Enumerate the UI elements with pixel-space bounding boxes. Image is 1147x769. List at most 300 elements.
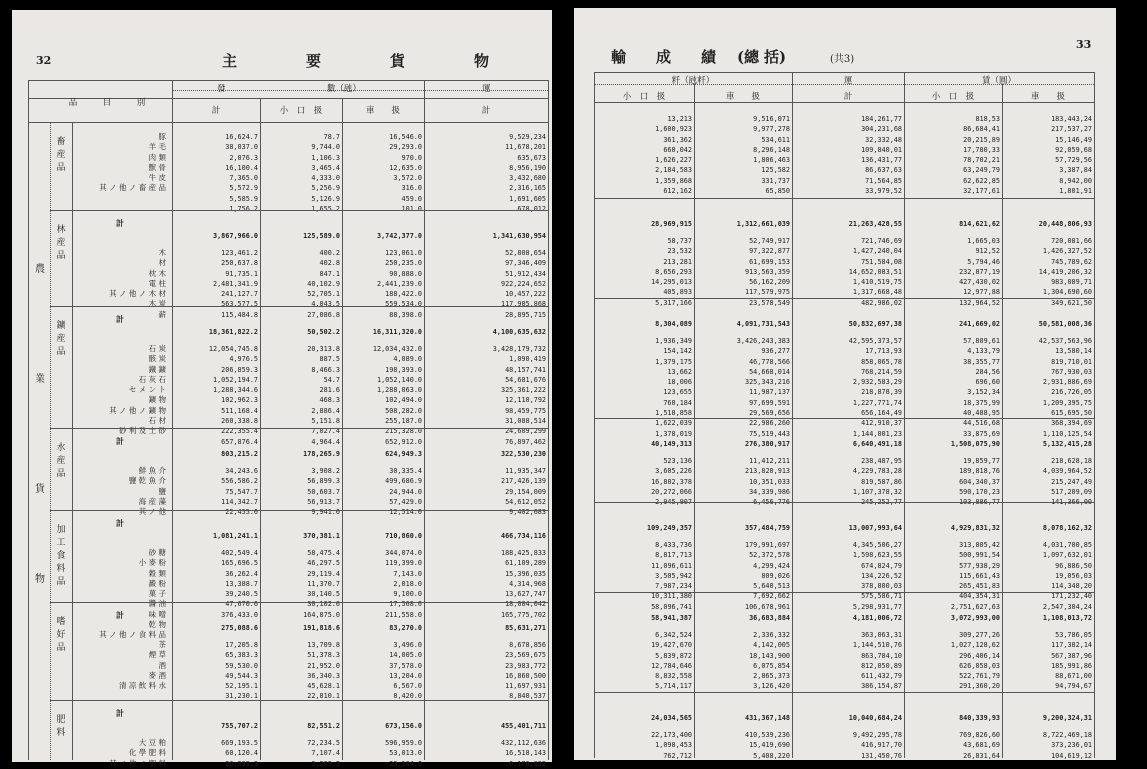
data-cell: 11,678,201 — [505, 143, 546, 152]
data-column — [342, 132, 422, 214]
data-cell: 31,088,514 — [505, 417, 546, 426]
data-cell: 54.7 — [323, 375, 340, 384]
data-cell: 652,912.0 — [385, 437, 422, 446]
data-cell: 58,475.4 — [307, 549, 340, 557]
data-cell: 17,780,33 — [963, 145, 1000, 154]
data-cell: 405,893 — [663, 288, 692, 297]
data-cell: 19,056,03 — [1055, 571, 1092, 580]
data-column — [594, 540, 692, 612]
data-cell: 1,600,923 — [655, 125, 692, 134]
data-cell: 15,146,49 — [1055, 135, 1092, 144]
data-cell: 198,393.0 — [385, 365, 422, 374]
data-cell: 611,432,79 — [861, 672, 902, 681]
data-cell: 211,558.0 — [385, 610, 422, 619]
data-cell: 615,695,50 — [1051, 409, 1092, 418]
item-name: 麥 酒 — [148, 670, 166, 680]
col-header-carload: 車 扱 — [365, 106, 400, 116]
data-cell: 29,569,656 — [749, 409, 790, 418]
data-cell: 3,465.4 — [311, 163, 340, 172]
data-cell: 12,977,88 — [963, 288, 1000, 297]
data-cell: 88,671,00 — [1055, 672, 1092, 681]
subtotal-value: 710,860.0 — [385, 532, 422, 540]
data-cell: 416,917,70 — [861, 741, 902, 750]
data-cell: 281.6 — [319, 386, 340, 395]
item-names — [76, 132, 166, 194]
data-column — [792, 730, 902, 761]
subtotal-label: 計 — [116, 436, 124, 446]
item-name: 獸 骨 — [148, 162, 166, 172]
data-cell: 213,281 — [663, 257, 692, 266]
category-label: 林産品 — [56, 225, 66, 261]
data-cell: 5,298,931,77 — [852, 602, 902, 611]
data-cell: 459.0 — [401, 194, 422, 203]
data-cell: 2,945,907 — [655, 498, 692, 507]
data-cell: 45,628.1 — [307, 682, 340, 691]
subtotal-value: 1,341,630,954 — [492, 232, 546, 240]
data-cell: 131,450,76 — [861, 751, 902, 760]
data-cell: 12,034,432.0 — [372, 345, 422, 353]
data-cell: 1,598,623,55 — [852, 551, 902, 560]
data-cell: 1,304,690,60 — [1042, 288, 1092, 297]
data-cell: 53,013.0 — [389, 749, 422, 758]
data-cell: 11,987,137 — [749, 388, 790, 397]
data-cell: 751,584,08 — [861, 257, 902, 266]
data-cell: 23,184.0 — [389, 759, 422, 768]
item-name: セ メ ン ト — [128, 385, 166, 395]
subtotal-value: 1,508,075,90 — [950, 440, 1000, 448]
data-cell: 1,806,463 — [753, 156, 790, 165]
data-cell: 11,096,611 — [651, 561, 692, 570]
data-column — [1002, 730, 1092, 761]
data-cell: 19,859,77 — [963, 457, 1000, 465]
data-cell: 52,195.1 — [225, 682, 258, 691]
data-cell: 517,209,09 — [1051, 487, 1092, 496]
data-cell: 36,340.3 — [307, 671, 340, 680]
subtotal-value: 20,448,806,93 — [1038, 220, 1092, 228]
data-column — [904, 114, 1000, 196]
subtotal-value: 85,631,271 — [505, 624, 546, 632]
data-column — [342, 248, 422, 320]
data-cell: 17,713,93 — [865, 347, 902, 356]
subtotal-value: 50,581,008,36 — [1038, 320, 1092, 328]
data-cell: 75,519,443 — [749, 429, 790, 438]
group-divider — [594, 418, 1094, 419]
item-name: 豚 — [158, 132, 166, 141]
data-cell: 11,697,931 — [505, 682, 546, 691]
title-char: 績 — [701, 48, 717, 66]
subtotal-value: 5,132,415,28 — [1042, 440, 1092, 448]
data-cell: 3,432,680 — [509, 174, 546, 183]
data-cell: 58,737 — [667, 237, 692, 245]
data-cell: 936,277 — [761, 347, 790, 356]
data-cell: 183,443,24 — [1051, 115, 1092, 123]
data-cell: 3,152,34 — [967, 388, 1000, 397]
data-cell: 500,991,54 — [959, 551, 1000, 560]
data-cell: 10,351,033 — [749, 477, 790, 486]
data-cell: 265,451,83 — [959, 582, 1000, 591]
data-cell: 468.3 — [319, 396, 340, 405]
data-cell: 3,387,84 — [1059, 166, 1092, 175]
data-cell: 361,362 — [663, 135, 692, 144]
category-label: 水産品 — [56, 443, 66, 479]
data-column — [792, 630, 902, 692]
item-name: 其 ノ 他 ノ 畜 産 品 — [99, 183, 166, 193]
subtotal-value: 58,941,387 — [651, 614, 692, 622]
data-cell: 8,433,736 — [655, 541, 692, 549]
title-char: 物 — [474, 52, 490, 70]
data-cell: 1,518,858 — [655, 409, 692, 418]
data-cell: 818,53 — [975, 115, 1000, 123]
data-cell: 1,936,349 — [655, 337, 692, 345]
data-cell: 1,665,03 — [967, 237, 1000, 245]
item-name: 電 柱 — [148, 278, 166, 288]
data-cell: 5,794,46 — [967, 257, 1000, 266]
data-cell: 809,026 — [761, 571, 790, 580]
data-cell: 218,628,18 — [1051, 457, 1092, 465]
subtotal-value: 4,100,635,632 — [492, 328, 546, 336]
data-cell: 1,626,227 — [655, 156, 692, 165]
data-cell: 2,336,332 — [753, 631, 790, 639]
subtotal-value: 4,929,831,32 — [950, 524, 1000, 532]
data-cell: 185,991,86 — [1051, 661, 1092, 670]
data-cell: 53,786,05 — [1055, 631, 1092, 639]
data-cell: 6,456,776 — [753, 498, 790, 507]
title-suffix: (共3) — [830, 54, 855, 65]
data-cell: 8,817,713 — [655, 551, 692, 560]
data-cell: 20,215,89 — [963, 135, 1000, 144]
data-cell: 164,875.0 — [303, 610, 340, 619]
data-column — [1002, 540, 1092, 612]
data-column — [260, 344, 340, 447]
data-cell: 913,563,359 — [744, 267, 790, 276]
data-cell: 363,063,31 — [861, 631, 902, 639]
subtotal-value: 36,683,884 — [749, 614, 790, 622]
data-cell: 9,744.0 — [311, 143, 340, 152]
data-cell: 1,098,453 — [655, 741, 692, 750]
subtotal-value: 16,311,320.0 — [372, 328, 422, 336]
subtotal-value: 18,361,822.2 — [208, 328, 258, 336]
data-cell: 29,154,009 — [505, 487, 546, 496]
data-cell: 217,537,27 — [1051, 125, 1092, 134]
data-cell: 1,288,063.0 — [376, 386, 422, 395]
data-cell: 61,699,153 — [749, 257, 790, 266]
data-cell: 696,60 — [975, 378, 1000, 387]
data-column — [904, 630, 1000, 692]
data-cell: 12,514.0 — [389, 508, 422, 517]
item-name: 醬 油 — [148, 599, 166, 609]
data-cell: 7,027.4 — [311, 427, 340, 436]
item-names — [76, 738, 166, 769]
group-header-su: 數（瓲） — [327, 84, 362, 94]
outer-category-char: 業 — [35, 374, 45, 385]
subtotal-value: 755,707.2 — [221, 722, 258, 730]
data-cell: 132,964,52 — [959, 298, 1000, 307]
data-cell: 29,293.0 — [389, 143, 422, 152]
category-label: 肥料 — [56, 715, 66, 738]
group-header-un: 運 — [843, 76, 853, 86]
data-cell: 56,913.7 — [307, 497, 340, 506]
data-cell: 26,831,64 — [963, 751, 1000, 760]
subtotal-value: 1,312,661,039 — [736, 220, 790, 228]
data-cell: 604,340,37 — [959, 477, 1000, 486]
item-names — [76, 344, 166, 437]
subtotal-value: 840,339,93 — [959, 714, 1000, 722]
data-column — [424, 132, 546, 214]
data-cell: 29,119.4 — [307, 569, 340, 578]
data-cell: 18,375,99 — [963, 398, 1000, 407]
data-cell: 103,886,77 — [959, 498, 1000, 507]
data-cell: 250,637.8 — [221, 259, 258, 268]
data-cell: 1,052,194.7 — [212, 375, 258, 384]
data-cell: 590,170,23 — [959, 487, 1000, 496]
data-cell: 114,348,20 — [1051, 582, 1092, 591]
data-cell: 7,987,234 — [655, 582, 692, 591]
data-cell: 922,224,652 — [500, 279, 546, 288]
data-cell: 165,696.5 — [221, 559, 258, 568]
item-name: 鹽 — [158, 486, 166, 496]
data-column — [594, 730, 692, 761]
data-cell: 6,075,854 — [753, 661, 790, 670]
data-cell: 47,670.6 — [225, 600, 258, 609]
data-cell: 26,393.3 — [225, 759, 258, 768]
data-cell: 54,681,676 — [505, 375, 546, 384]
category-label: 加工食料品 — [56, 525, 66, 587]
data-cell: 970.0 — [401, 153, 422, 162]
data-cell: 31,230.1 — [225, 692, 258, 701]
data-cell: 819,587,86 — [861, 477, 902, 486]
data-cell: 250,235.0 — [385, 259, 422, 268]
data-cell: 98,459,775 — [505, 406, 546, 415]
subtotal-label: 計 — [116, 708, 124, 718]
data-cell: 97,346,409 — [505, 259, 546, 268]
data-cell: 62,622,85 — [963, 176, 1000, 185]
data-column — [694, 630, 790, 692]
row-label-header: 品 目 別 — [68, 98, 146, 108]
data-cell: 7,143.0 — [393, 569, 422, 578]
data-cell: 2,184,583 — [655, 166, 692, 175]
data-cell: 8,420.0 — [393, 692, 422, 701]
data-cell: 18,006 — [667, 378, 692, 387]
col-header-total: 計 — [211, 106, 221, 116]
group-header-chin: 賃（圓） — [981, 76, 1016, 86]
item-name: 石 炭 — [148, 344, 166, 353]
data-cell: 402.8 — [319, 259, 340, 268]
item-name: 木 — [158, 248, 166, 257]
item-name: 小 麥 粉 — [138, 558, 166, 568]
data-column — [342, 548, 422, 620]
group-divider — [50, 306, 548, 307]
subtotal-label: 計 — [116, 610, 124, 620]
data-cell: 4,031,700,85 — [1042, 541, 1092, 549]
data-cell: 4,964.4 — [311, 437, 340, 446]
data-cell: 71,564,85 — [865, 176, 902, 185]
data-cell: 217,426,139 — [500, 477, 546, 486]
item-name: 其 ノ 他 — [138, 507, 166, 517]
data-cell: 1,410,519,75 — [852, 278, 902, 287]
data-cell: 559,534.0 — [385, 300, 422, 309]
data-cell: 34,243.6 — [225, 467, 258, 475]
data-cell: 76,897,462 — [505, 437, 546, 446]
data-cell: 18,004,042 — [505, 600, 546, 609]
data-cell: 58,096,741 — [651, 602, 692, 611]
data-cell: 669,193.5 — [221, 739, 258, 747]
group-divider — [50, 210, 548, 211]
group-divider — [50, 602, 548, 603]
data-cell: 4,314,968 — [509, 579, 546, 588]
subtotal-value: 28,969,915 — [651, 220, 692, 228]
subtotal-value: 125,589.0 — [303, 232, 340, 240]
data-cell: 184,261,77 — [861, 115, 902, 123]
data-column — [594, 114, 692, 196]
data-cell: 30,335.4 — [389, 467, 422, 475]
data-column — [424, 344, 546, 447]
data-cell: 499,686.9 — [385, 477, 422, 486]
data-cell: 567,387,96 — [1051, 651, 1092, 660]
data-cell: 16,518,143 — [505, 749, 546, 758]
title-char: 括) — [764, 48, 787, 66]
data-column — [424, 640, 546, 702]
data-cell: 222,355.4 — [221, 427, 258, 436]
category-label: 畜産品 — [56, 137, 66, 173]
data-column — [260, 738, 340, 769]
item-names — [76, 248, 166, 320]
data-cell: 102,494.0 — [385, 396, 422, 405]
data-cell: 12,110,792 — [505, 396, 546, 405]
data-cell: 106,678,961 — [744, 602, 790, 611]
data-cell: 3,426,243,383 — [736, 337, 790, 345]
data-cell: 1,317,668,48 — [852, 288, 902, 297]
data-cell: 17,568.0 — [389, 600, 422, 609]
item-name: 鐵 鑛 — [148, 364, 166, 374]
col-header-small-lot: 小 口 扱 — [622, 92, 666, 102]
subtotal-value: 3,742,377.0 — [376, 232, 422, 240]
subtotal-value: 673,156.0 — [385, 722, 422, 730]
subtotal-value: 624,949.3 — [385, 450, 422, 458]
data-column — [792, 456, 902, 507]
data-column — [260, 248, 340, 320]
data-cell: 745,789,62 — [1051, 257, 1092, 266]
data-column — [904, 456, 1000, 507]
data-cell: 34,339,986 — [749, 487, 790, 496]
data-cell: 117,579,975 — [744, 288, 790, 297]
subtotal-value: 50,832,697,38 — [848, 320, 902, 328]
subtotal-value: 10,040,684,24 — [848, 714, 902, 722]
data-column — [904, 540, 1000, 612]
subtotal-value: 50,502.2 — [307, 328, 340, 336]
data-cell: 4,299,424 — [753, 561, 790, 570]
data-cell: 51,912,434 — [505, 269, 546, 278]
data-cell: 762,712 — [663, 751, 692, 760]
data-cell: 189,818,76 — [959, 467, 1000, 476]
data-cell: 78.7 — [323, 133, 340, 141]
data-cell: 24,944.0 — [389, 487, 422, 496]
data-cell: 5,317,166 — [655, 298, 692, 307]
data-cell: 57,429.0 — [389, 497, 422, 506]
data-column — [792, 540, 902, 612]
subtotal-value: 455,401,711 — [500, 722, 546, 730]
subtotal-value: 24,034,565 — [651, 714, 692, 722]
data-cell: 3,496.0 — [393, 641, 422, 649]
data-cell: 3,908.2 — [311, 467, 340, 475]
data-cell: 123,461.2 — [221, 249, 258, 257]
data-cell: 316.0 — [401, 184, 422, 193]
data-cell: 556,586.2 — [221, 477, 258, 486]
data-cell: 117,985,868 — [500, 300, 546, 309]
data-column — [1002, 456, 1092, 507]
item-name: 煙 草 — [148, 650, 166, 660]
data-column — [260, 132, 340, 214]
data-cell: 1,027,128,62 — [950, 641, 1000, 650]
data-cell: 46,778,566 — [749, 357, 790, 366]
data-cell: 427,430,02 — [959, 278, 1000, 287]
subtotal-value: 191,818.6 — [303, 624, 340, 632]
title-char: (總 — [737, 48, 760, 66]
data-cell: 13,388.7 — [225, 579, 258, 588]
data-cell: 5,126.9 — [311, 194, 340, 203]
data-cell: 179,991,697 — [744, 541, 790, 549]
item-name: 其 ノ 他 ノ 肥 料 — [109, 758, 166, 768]
item-name: 枕 木 — [148, 268, 166, 278]
subtotal-value: 241,669,02 — [959, 320, 1000, 328]
data-cell: 134,226,52 — [861, 571, 902, 580]
data-cell: 260,338.8 — [221, 417, 258, 426]
data-cell: 43,681,69 — [963, 741, 1000, 750]
subtotal-value: 357,484,759 — [744, 524, 790, 532]
data-cell: 819,710,01 — [1051, 357, 1092, 366]
page-number: 32 — [36, 54, 52, 67]
data-cell: 54,612,052 — [505, 497, 546, 506]
data-cell: 125,582 — [761, 166, 790, 175]
item-name: 乾 物 — [148, 620, 166, 630]
subtotal-value: 322,530,230 — [500, 450, 546, 458]
item-name: 木 炭 — [148, 299, 166, 309]
data-cell: 78,702,21 — [963, 156, 1000, 165]
data-cell: 847.1 — [319, 269, 340, 278]
group-divider — [50, 700, 548, 701]
data-cell: 14,652,083,51 — [848, 267, 902, 276]
data-cell: 284,56 — [975, 367, 1000, 376]
subtotal-value: 40,149,313 — [651, 440, 692, 448]
data-cell: 8,296,148 — [753, 145, 790, 154]
title-char: 貨 — [390, 52, 406, 70]
data-cell: 90,888.0 — [389, 269, 422, 278]
data-column — [172, 640, 258, 702]
data-column — [424, 738, 546, 769]
data-cell: 1,144,001,23 — [852, 429, 902, 438]
data-cell: 97,322,877 — [749, 247, 790, 256]
data-cell: 114,342.7 — [221, 497, 258, 506]
data-cell: 432,112,636 — [500, 739, 546, 747]
data-cell: 1,426,327,52 — [1042, 247, 1092, 256]
data-cell: 12,635.0 — [389, 163, 422, 172]
item-name: 其 ノ 他 ノ 食 料 品 — [99, 630, 166, 640]
item-name: 化 學 肥 料 — [128, 748, 166, 758]
data-cell: 3,572.0 — [393, 174, 422, 183]
data-cell: 16,802,378 — [651, 477, 692, 486]
data-column — [694, 540, 790, 612]
data-cell: 325,361,222 — [500, 386, 546, 395]
group-divider — [594, 692, 1094, 693]
subtotal-value: 3,867,966.0 — [212, 232, 258, 240]
data-cell: 635,673 — [517, 153, 546, 162]
data-cell: 97,699,591 — [749, 398, 790, 407]
data-cell: 376,433.0 — [221, 610, 258, 619]
data-cell: 657,876.4 — [221, 437, 258, 446]
item-name: 大 豆 粕 — [138, 738, 166, 747]
data-cell: 16,100.4 — [225, 163, 258, 172]
subtotal-value: 13,007,993,64 — [848, 524, 902, 532]
data-cell: 3,605,226 — [655, 467, 692, 476]
